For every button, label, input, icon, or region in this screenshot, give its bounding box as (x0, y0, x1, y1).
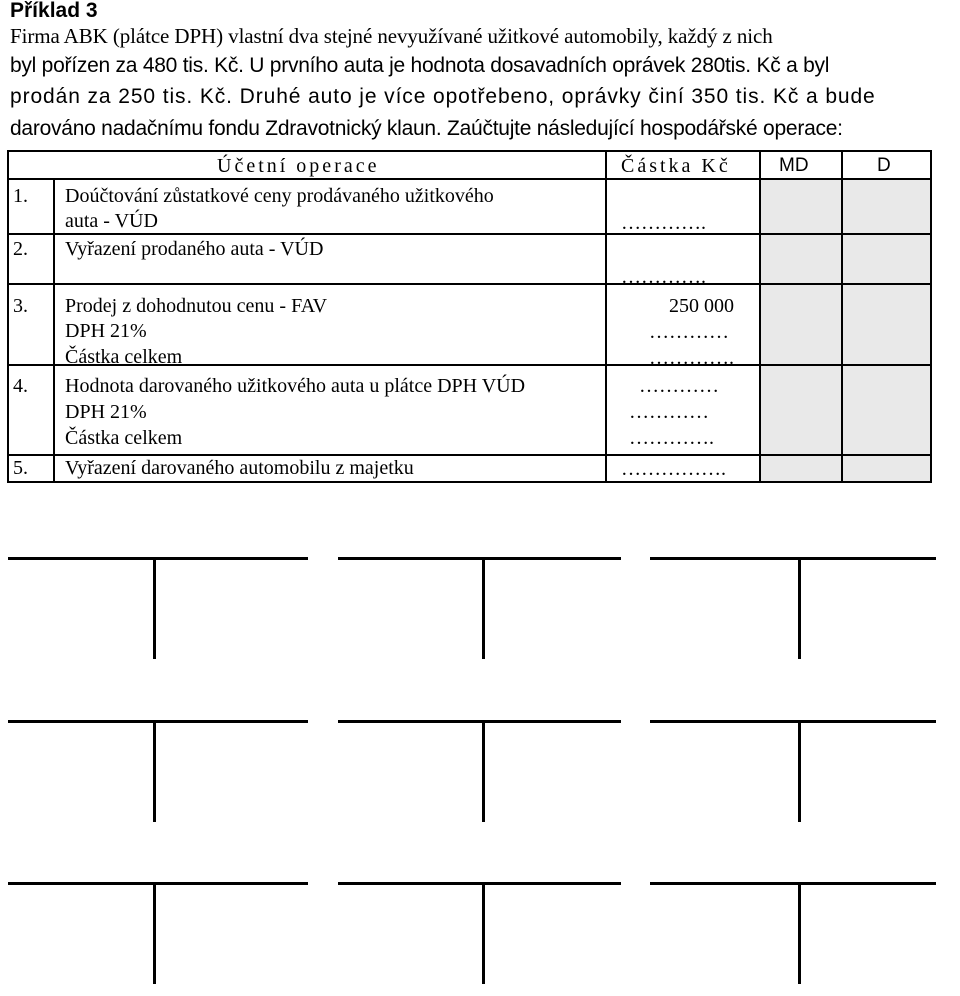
row-2-number: 2. (13, 238, 28, 260)
header-operation: Účetní operace (217, 155, 380, 177)
exercise-title: Příklad 3 (10, 0, 98, 22)
intro-line-4: darováno nadačnímu fondu Zdravotnický klaun. Zaúčtujte následující hospodářské operace: (10, 117, 843, 140)
t-account (650, 557, 936, 659)
row-1-number: 1. (13, 185, 28, 207)
row-divider-2 (9, 283, 930, 285)
intro-line-1: Firma ABK (plátce DPH) vlastní dva stejné nevyužívané užitkové automobily, každý z nich (10, 24, 773, 48)
header-md: MD (779, 155, 809, 176)
row-4-amount-1: ………… (639, 375, 719, 397)
row-3-amount-2: ………… (649, 321, 729, 343)
row-1-text-2: auta - VÚD (65, 210, 158, 232)
header-amount: Částka Kč (621, 155, 731, 177)
row-4-amount-3: …………. (629, 427, 714, 449)
row-1-amount: …………. (621, 212, 706, 234)
row-5-amount: ……………. (621, 458, 726, 480)
row-2-text-1: Vyřazení prodaného auta - VÚD (65, 238, 324, 260)
row-4-number: 4. (13, 375, 28, 397)
intro-line-2: byl pořízen za 480 tis. Kč. U prvního auta je hodnota dosavadních oprávek 280tis. Kč a byl (10, 54, 830, 77)
row-3-text-1: Prodej z dohodnutou cenu - FAV (65, 295, 328, 317)
row-4-text-1: Hodnota darovaného užitkového auta u plátce DPH VÚD (65, 375, 526, 397)
t-account (338, 557, 621, 659)
row-5-text-1: Vyřazení darovaného automobilu z majetku (65, 457, 414, 479)
row-3-text-3: Částka celkem (65, 346, 183, 368)
row-4-amount-2: ………… (629, 401, 709, 423)
t-account (8, 557, 308, 659)
row-1-text-1: Doúčtování zůstatkové ceny prodávaného užitkového (65, 185, 494, 207)
col-divider-md (759, 152, 761, 483)
row-4-text-2: DPH 21% (65, 401, 147, 423)
row-2-amount: …………. (621, 266, 706, 288)
row-divider-1 (9, 233, 930, 235)
t-account (8, 882, 308, 984)
row-3-number: 3. (13, 295, 28, 317)
t-account (650, 882, 936, 984)
d-column-shade (843, 180, 930, 481)
row-3-text-2: DPH 21% (65, 320, 147, 342)
row-4-text-3: Částka celkem (65, 427, 183, 449)
row-3-amount-3: …………. (649, 347, 734, 369)
header-divider (9, 178, 930, 180)
intro-line-3: prodán za 250 tis. Kč. Druhé auto je více opotřebeno, oprávky činí 350 tis. Kč a bude (10, 85, 876, 108)
t-account (650, 720, 936, 822)
col-divider-amount (605, 152, 607, 483)
t-account (338, 882, 621, 984)
row-3-amount-1: 250 000 (669, 295, 734, 317)
header-d: D (877, 155, 891, 176)
t-account (338, 720, 621, 822)
col-divider-d (841, 152, 843, 483)
t-account (8, 720, 308, 822)
col-divider-num (53, 178, 55, 483)
md-column-shade (761, 180, 841, 481)
row-5-number: 5. (13, 457, 28, 479)
operations-table (7, 150, 932, 483)
